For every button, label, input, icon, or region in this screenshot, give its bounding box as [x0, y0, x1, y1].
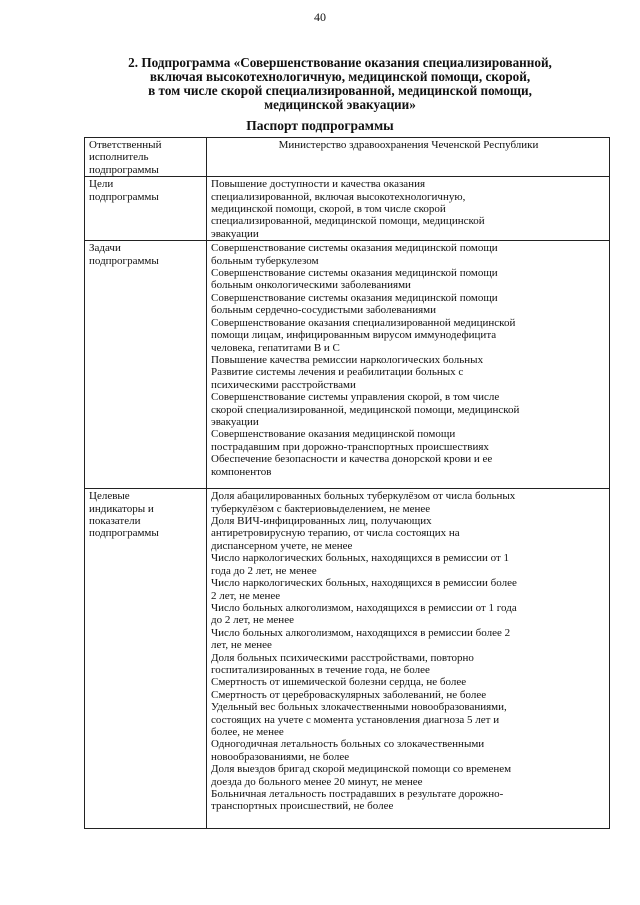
- list-item: Доля абацилированных больных туберкулёзом от числа больных туберкулёзом с бактериовыделением, не менее: [211, 490, 516, 515]
- executor-label-cell: [85, 138, 207, 177]
- list-item: Число наркологических больных, находящихся в ремиссии более 2 лет, не менее: [211, 577, 517, 602]
- title-line: включая высокотехнологичную, медицинской помощи, скорой,: [149, 69, 531, 84]
- list-item: Обеспечение безопасности и качества донорской крови и ее компонентов: [211, 453, 493, 478]
- indicators-label-cell: [85, 489, 207, 829]
- list-item: Повышение качества ремиссии наркологических больных: [211, 353, 484, 366]
- tasks-list-cell: [207, 241, 610, 489]
- goals-value: Повышение доступности и качества оказания специализированной, включая высокотехнологичную, медицинской помощи, скорой, в том числе скорой специализированной, медицинской помощи, медицинской эвакуации: [211, 178, 485, 240]
- list-item: Совершенствование системы оказания медицинской помощи больным сердечно-сосудистыми заболеваниями: [211, 291, 498, 317]
- table-row: [85, 241, 610, 489]
- list-item: Совершенствование оказания специализированной медицинской помощи лицам, инфицированным вирусом иммунодефицита человека, гепатитами В и С: [211, 316, 516, 354]
- list-item: Совершенствование системы оказания медицинской помощи больным туберкулезом: [211, 242, 498, 267]
- list-item: Доля ВИЧ-инфицированных лиц, получающих антиретровирусную терапию, от числа состоящих на диспансерном учете, не менее: [211, 515, 460, 552]
- list-item: Доля больных психическими расстройствами, повторно госпитализированных в течение года, не более: [211, 651, 474, 676]
- list-item: Смертность от ишемической болезни сердца, не более: [211, 676, 467, 689]
- subprogram-title: [60, 56, 620, 112]
- list-item: Доля выездов бригад скорой медицинской помощи со временем доезда до больного менее 20 минут, не менее: [211, 763, 512, 788]
- title-line: 2. Подпрограмма «Совершенствование оказания специализированной,: [128, 55, 552, 70]
- table-row: [85, 138, 610, 177]
- table-row: [85, 177, 610, 241]
- list-item: Совершенствование системы управления скорой, в том числе скорой специализированной, медицинской помощи, медицинской эвакуации: [211, 391, 520, 428]
- list-item: Развитие системы лечения и реабилитации больных с психическими расстройствами: [211, 366, 464, 391]
- table-row: [85, 489, 610, 829]
- executor-value-cell: [207, 138, 610, 177]
- executor-value: Министерство здравоохранения Чеченской Республики: [278, 139, 539, 151]
- goals-label: Цели подпрограммы: [89, 178, 159, 203]
- tasks-label: Задачи подпрограммы: [89, 242, 159, 267]
- goals-value-cell: [207, 177, 610, 241]
- page-number: 40: [314, 10, 326, 24]
- list-item: Число наркологических больных, находящихся в ремиссии от 1 года до 2 лет, не менее: [211, 552, 510, 577]
- passport-table: [84, 137, 610, 829]
- list-item: Одногодичная летальность больных со злокачественными новообразованиями, не более: [211, 738, 485, 763]
- title-line: в том числе скорой специализированной, медицинской помощи,: [148, 83, 532, 98]
- list-item: Число больных алкоголизмом, находящихся в ремиссии от 1 года до 2 лет, не менее: [211, 601, 517, 627]
- tasks-label-cell: [85, 241, 207, 489]
- list-item: Совершенствование системы оказания медицинской помощи больным онкологическими заболеваниями: [211, 267, 498, 292]
- list-item: Удельный вес больных злокачественными новообразованиями, состоящих на учете с момента установления диагноза 5 лет и более, не менее: [211, 701, 507, 738]
- list-item: Число больных алкоголизмом, находящихся в ремиссии более 2 лет, не менее: [211, 626, 511, 652]
- executor-label: Ответственный исполнитель подпрограммы: [89, 139, 162, 176]
- list-item: Смертность от цереброваскулярных заболеваний, не более: [211, 688, 487, 701]
- list-item: Совершенствование оказания медицинской помощи пострадавшим при дорожно-транспортных происшествиях: [211, 428, 489, 453]
- goals-label-cell: [85, 177, 207, 241]
- title-line: медицинской эвакуации»: [264, 97, 416, 112]
- indicators-label: Целевые индикаторы и показатели подпрограммы: [89, 490, 159, 540]
- passport-heading: Паспорт подпрограммы: [246, 118, 394, 133]
- list-item: Больничная летальность пострадавших в результате дорожно- транспортных происшествий, не более: [211, 788, 504, 813]
- indicators-list-cell: [207, 489, 610, 829]
